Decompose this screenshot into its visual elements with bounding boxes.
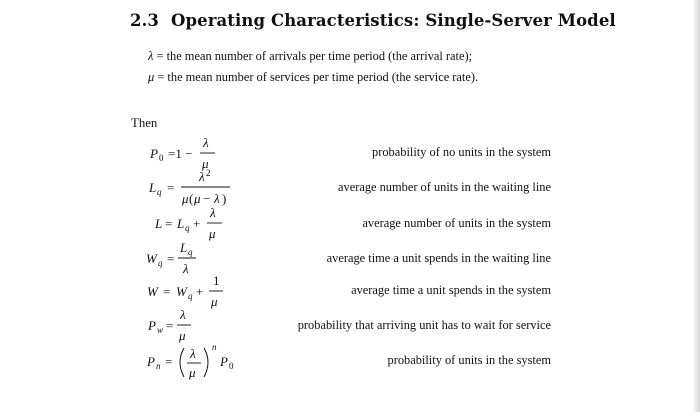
description-lq: average number of units in the waiting line [338, 180, 551, 194]
svg-text:μ: μ [194, 191, 201, 206]
svg-text:q: q [188, 291, 193, 301]
svg-text:q: q [158, 258, 163, 268]
svg-text:q: q [185, 223, 190, 233]
svg-text:P: P [220, 354, 228, 369]
section-number: 2.3 [130, 11, 160, 30]
svg-text:μ: μ [182, 191, 189, 206]
svg-text:λ: λ [214, 191, 220, 206]
svg-text:=1 −: =1 − [168, 146, 193, 161]
description-wq: average time a unit spends in the waiting line [326, 251, 551, 265]
description-p0: probability of no units in the system [372, 145, 551, 159]
svg-text:λ: λ [183, 261, 189, 276]
svg-text:μ: μ [179, 328, 186, 343]
svg-text:μ: μ [189, 365, 196, 380]
svg-text:−: − [203, 191, 211, 206]
formula-pn [146, 342, 234, 380]
svg-text:=: = [167, 180, 175, 195]
mu-symbol: μ [148, 70, 155, 84]
svg-text:(: ( [189, 191, 194, 206]
svg-text:1: 1 [213, 273, 220, 288]
description-pn: probability of units in the system [387, 353, 551, 367]
svg-text:P: P [147, 354, 155, 369]
svg-text:+: + [196, 284, 204, 299]
svg-text:W: W [147, 284, 158, 299]
svg-text:): ) [222, 191, 227, 206]
svg-text:μ: μ [202, 156, 209, 171]
svg-text:W: W [176, 284, 187, 299]
definition-text: = the mean number of arrivals per time period (the arrival rate); [156, 49, 473, 63]
svg-text:q: q [157, 187, 162, 197]
svg-text:2: 2 [206, 168, 211, 178]
lambda-symbol: λ [148, 49, 154, 63]
svg-text:0: 0 [229, 361, 234, 371]
svg-text:=: = [165, 354, 173, 369]
svg-text:λ: λ [203, 135, 209, 150]
svg-text:L: L [180, 240, 188, 255]
then-label: Then [131, 116, 158, 130]
svg-text:λ: λ [180, 307, 186, 322]
svg-text:L: L [177, 216, 185, 231]
formula-lq [148, 168, 230, 206]
svg-text:q: q [188, 247, 193, 257]
svg-text:=: = [167, 251, 175, 266]
svg-text:P: P [150, 146, 158, 161]
svg-text:n: n [212, 342, 217, 352]
svg-text:P: P [148, 318, 156, 333]
svg-text:μ: μ [209, 226, 216, 241]
description-l: average number of units in the system [362, 216, 551, 230]
svg-text:μ: μ [211, 294, 218, 309]
svg-text:W: W [146, 251, 157, 266]
svg-text:=: = [163, 284, 171, 299]
section-title: Operating Characteristics: Single-Server Model [171, 11, 616, 30]
svg-text:λ: λ [199, 169, 205, 184]
formula-p0 [149, 135, 215, 171]
definition-text: = the mean number of services per time period (the service rate). [157, 70, 479, 84]
svg-text:=: = [166, 318, 174, 333]
description-pw: probability that arriving unit has to wait for service [297, 318, 551, 332]
svg-text:+: + [193, 216, 201, 231]
formula-pw [147, 307, 191, 343]
svg-text:L: L [149, 180, 157, 195]
formula-wq [146, 240, 196, 276]
svg-text:λ: λ [190, 346, 196, 361]
svg-text:0: 0 [159, 153, 164, 163]
formula-l [154, 205, 222, 241]
formula-w [147, 273, 223, 309]
svg-text:w: w [157, 325, 164, 335]
svg-text:λ: λ [210, 205, 216, 220]
svg-text:L: L [155, 216, 163, 231]
svg-text:=: = [165, 216, 173, 231]
svg-text:n: n [156, 361, 161, 371]
description-w: average time a unit spends in the system [351, 283, 551, 297]
